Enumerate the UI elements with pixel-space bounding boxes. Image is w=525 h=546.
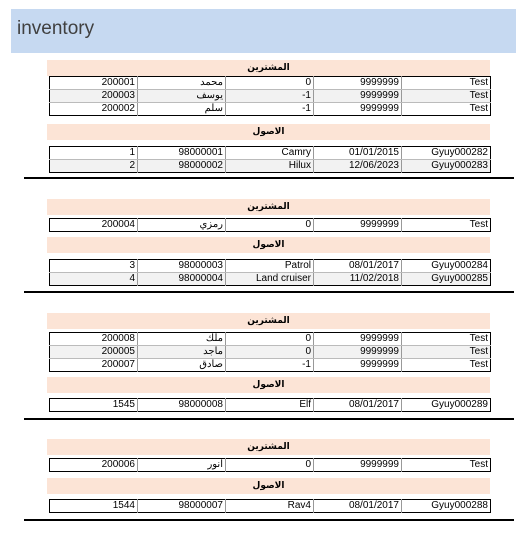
buyers-cell-name: محمد <box>138 77 226 90</box>
assets-cell-model: Land cruiser <box>226 273 314 286</box>
assets-cell-code: 98000001 <box>138 147 226 160</box>
buyers-cell-phone: 9999999 <box>314 359 402 372</box>
buyers-cell-note: Test <box>402 359 491 372</box>
assets-header: الاصول <box>47 478 490 494</box>
buyers-cell-num: -1 <box>226 359 314 372</box>
section-divider <box>24 177 514 179</box>
assets-cell-code: 98000002 <box>138 160 226 173</box>
buyers-header: المشترين <box>47 313 490 329</box>
assets-cell-no: 2 <box>50 160 138 173</box>
buyers-row <box>50 90 491 103</box>
buyers-cell-num: 0 <box>226 346 314 359</box>
buyers-cell-num: 0 <box>226 333 314 346</box>
buyers-cell-name: يوسف <box>138 90 226 103</box>
buyers-row <box>50 333 491 346</box>
buyers-cell-phone: 9999999 <box>314 333 402 346</box>
buyers-cell-note: Test <box>402 333 491 346</box>
buyers-cell-id: 200001 <box>50 77 138 90</box>
buyers-cell-num: -1 <box>226 103 314 116</box>
assets-row <box>50 160 491 173</box>
section-divider <box>24 519 514 521</box>
buyers-row <box>50 359 491 372</box>
assets-header: الاصول <box>47 377 490 393</box>
buyers-cell-note: Test <box>402 219 491 232</box>
assets-row <box>50 260 491 273</box>
assets-table <box>49 398 491 412</box>
assets-cell-model: Patrol <box>226 260 314 273</box>
assets-header: الاصول <box>47 124 490 140</box>
assets-table <box>49 146 491 173</box>
assets-cell-code: 98000008 <box>138 399 226 412</box>
assets-cell-ref: Gyuy000284 <box>402 260 491 273</box>
buyers-cell-name: ماجد <box>138 346 226 359</box>
buyers-cell-note: Test <box>402 103 491 116</box>
buyers-cell-phone: 9999999 <box>314 77 402 90</box>
assets-cell-code: 98000007 <box>138 500 226 513</box>
buyers-row <box>50 219 491 232</box>
assets-header: الاصول <box>47 237 490 253</box>
assets-cell-date: 08/01/2017 <box>314 500 402 513</box>
assets-cell-code: 98000003 <box>138 260 226 273</box>
buyers-table <box>49 76 491 116</box>
buyers-header: المشترين <box>47 60 490 76</box>
buyers-cell-note: Test <box>402 459 491 472</box>
buyers-row <box>50 459 491 472</box>
assets-cell-date: 01/01/2015 <box>314 147 402 160</box>
buyers-cell-phone: 9999999 <box>314 90 402 103</box>
section-divider <box>24 291 514 293</box>
buyers-row <box>50 77 491 90</box>
assets-cell-ref: Gyuy000283 <box>402 160 491 173</box>
buyers-cell-num: 0 <box>226 459 314 472</box>
assets-table <box>49 499 491 513</box>
assets-cell-model: Hilux <box>226 160 314 173</box>
assets-cell-date: 08/01/2017 <box>314 260 402 273</box>
assets-row <box>50 500 491 513</box>
buyers-table <box>49 332 491 372</box>
assets-cell-no: 1545 <box>112 399 135 410</box>
assets-cell-ref: Gyuy000282 <box>402 147 491 160</box>
buyers-row <box>50 103 491 116</box>
buyers-header: المشترين <box>47 199 490 215</box>
buyers-cell-name: أنور <box>138 459 226 472</box>
assets-cell-no: 3 <box>50 260 138 273</box>
assets-table <box>49 259 491 286</box>
buyers-table <box>49 458 491 472</box>
buyers-cell-num: -1 <box>226 90 314 103</box>
buyers-cell-id: 200002 <box>101 103 135 114</box>
assets-cell-model: Elf <box>226 399 314 412</box>
buyers-cell-note: Test <box>402 346 491 359</box>
assets-cell-ref: Gyuy000289 <box>402 399 491 412</box>
assets-cell-model: Camry <box>226 147 314 160</box>
buyers-header: المشترين <box>47 439 490 455</box>
assets-cell-date: 08/01/2017 <box>314 399 402 412</box>
assets-cell-date: 12/06/2023 <box>314 160 402 173</box>
buyers-cell-phone: 9999999 <box>314 219 402 232</box>
buyers-cell-id: 200008 <box>50 333 138 346</box>
buyers-cell-num: 0 <box>226 77 314 90</box>
buyers-cell-phone: 9999999 <box>314 346 402 359</box>
buyers-cell-name: ملك <box>138 333 226 346</box>
page-title: inventory <box>17 18 95 39</box>
buyers-cell-note: Test <box>402 77 491 90</box>
buyers-cell-phone: 9999999 <box>314 459 402 472</box>
assets-cell-ref: Gyuy000288 <box>402 500 491 513</box>
assets-cell-code: 98000004 <box>138 273 226 286</box>
assets-cell-no: 1544 <box>112 500 135 511</box>
assets-row <box>50 399 491 412</box>
assets-cell-no: 1 <box>50 147 138 160</box>
title-banner <box>11 9 516 53</box>
buyers-row <box>50 346 491 359</box>
buyers-cell-id: 200003 <box>50 90 138 103</box>
buyers-cell-name: رمزي <box>138 219 226 232</box>
assets-row <box>50 273 491 286</box>
assets-cell-no: 4 <box>50 273 138 286</box>
buyers-cell-id: 200004 <box>101 219 135 230</box>
buyers-cell-name: سلم <box>138 103 226 116</box>
section-divider <box>24 418 514 420</box>
buyers-cell-name: صادق <box>138 359 226 372</box>
assets-row <box>50 147 491 160</box>
assets-cell-ref: Gyuy000285 <box>402 273 491 286</box>
assets-cell-date: 11/02/2018 <box>314 273 402 286</box>
assets-cell-model: Rav4 <box>226 500 314 513</box>
buyers-cell-id: 200005 <box>50 346 138 359</box>
buyers-cell-note: Test <box>402 90 491 103</box>
buyers-cell-phone: 9999999 <box>314 103 402 116</box>
buyers-cell-num: 0 <box>226 219 314 232</box>
buyers-cell-id: 200007 <box>101 359 135 370</box>
buyers-table <box>49 218 491 232</box>
buyers-cell-id: 200006 <box>101 459 135 470</box>
